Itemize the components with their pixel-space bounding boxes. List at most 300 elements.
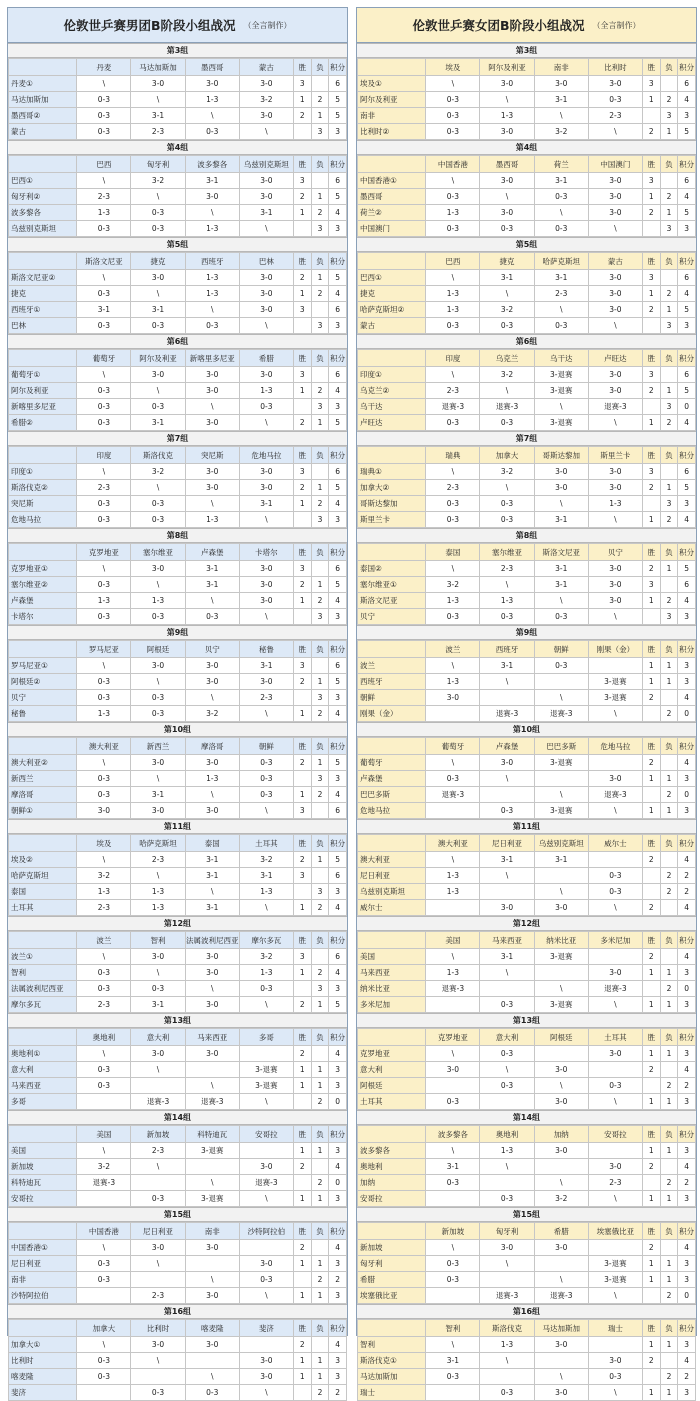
wins-cell: 1: [642, 1191, 660, 1207]
points-header: 积分: [329, 1223, 347, 1240]
group-table: [8, 543, 347, 625]
points-header: 积分: [678, 1320, 696, 1337]
team-row: [358, 577, 696, 593]
team-name: 智利: [9, 965, 77, 981]
score-cell: \: [77, 561, 131, 577]
score-cell: 3-1: [185, 173, 239, 189]
group-title: 第11组: [8, 819, 347, 834]
score-cell: 0-3: [239, 771, 293, 787]
points-header: 积分: [329, 447, 347, 464]
team-name: 希腊: [358, 1272, 426, 1288]
score-cell: [131, 1369, 185, 1385]
group-header-row: [9, 350, 347, 367]
points-cell: 3: [678, 1256, 696, 1272]
score-cell: 3-1: [77, 302, 131, 318]
score-cell: \: [131, 577, 185, 593]
score-cell: \: [185, 108, 239, 124]
losses-cell: [311, 367, 329, 383]
score-cell: \: [239, 221, 293, 237]
points-cell: 6: [678, 173, 696, 189]
score-cell: \: [426, 852, 480, 868]
score-cell: \: [131, 383, 185, 399]
wins-header: 胜: [642, 1126, 660, 1143]
points-cell: 5: [329, 755, 347, 771]
losses-cell: 2: [311, 496, 329, 512]
score-cell: 0-3: [77, 981, 131, 997]
group-title: 第10组: [8, 722, 347, 737]
losses-header: 负: [311, 350, 329, 367]
score-cell: \: [185, 593, 239, 609]
score-cell: 3-退赛: [588, 690, 642, 706]
wins-cell: [642, 1288, 660, 1304]
score-cell: 0-3: [426, 609, 480, 625]
opponent-header: 蒙古: [588, 253, 642, 270]
losses-cell: 1: [311, 1369, 329, 1385]
score-cell: \: [77, 755, 131, 771]
score-cell: 退赛-3: [426, 399, 480, 415]
score-cell: \: [534, 787, 588, 803]
team-name: 斯洛伐克②: [9, 480, 77, 496]
opponent-header: 多哥: [239, 1029, 293, 1046]
score-cell: [131, 1175, 185, 1191]
team-name: 比利时: [9, 1353, 77, 1369]
wins-cell: 2: [642, 1240, 660, 1256]
score-cell: [480, 1094, 534, 1110]
score-cell: 3-0: [185, 464, 239, 480]
group-table: [8, 1222, 347, 1304]
team-row: [9, 868, 347, 884]
points-cell: 4: [678, 189, 696, 205]
score-cell: 3-退赛: [239, 1078, 293, 1094]
corner-cell: [358, 932, 426, 949]
score-cell: 3-0: [239, 367, 293, 383]
score-cell: \: [588, 415, 642, 431]
group-table: [8, 446, 347, 528]
points-cell: 3: [329, 318, 347, 334]
group-header-row: [358, 59, 696, 76]
opponent-header: 哥斯达黎加: [534, 447, 588, 464]
women-panel-header: [357, 8, 696, 43]
score-cell: 3-1: [480, 949, 534, 965]
wins-cell: 2: [642, 949, 660, 965]
score-cell: \: [588, 803, 642, 819]
points-cell: 3: [329, 1256, 347, 1272]
opponent-header: 乌兹别克斯坦: [239, 156, 293, 173]
score-cell: \: [588, 609, 642, 625]
wins-cell: [642, 221, 660, 237]
team-name: 巴巴多斯: [358, 787, 426, 803]
score-cell: 0-3: [480, 997, 534, 1013]
team-name: 印度①: [358, 367, 426, 383]
losses-cell: 1: [660, 1046, 678, 1062]
corner-cell: [9, 59, 77, 76]
score-cell: 0-3: [426, 92, 480, 108]
score-cell: 0-3: [77, 383, 131, 399]
score-cell: 3-1: [239, 658, 293, 674]
wins-header: 胜: [293, 253, 311, 270]
losses-cell: 2: [311, 1094, 329, 1110]
score-cell: 1-3: [426, 302, 480, 318]
score-cell: 退赛-3: [185, 1094, 239, 1110]
points-cell: 3: [678, 803, 696, 819]
corner-cell: [9, 447, 77, 464]
points-cell: 3: [678, 1143, 696, 1159]
team-row: [358, 771, 696, 787]
wins-cell: 2: [293, 755, 311, 771]
score-cell: 3-0: [239, 1353, 293, 1369]
team-row: [9, 755, 347, 771]
team-name: 巴西①: [358, 270, 426, 286]
score-cell: [480, 1272, 534, 1288]
corner-cell: [9, 156, 77, 173]
wins-cell: 1: [642, 92, 660, 108]
group-title: 第4组: [357, 140, 696, 155]
opponent-header: 斯洛文尼亚: [77, 253, 131, 270]
team-row: [358, 270, 696, 286]
opponent-header: 斯洛文尼亚: [534, 544, 588, 561]
score-cell: 0-3: [426, 1175, 480, 1191]
opponent-header: 安哥拉: [239, 1126, 293, 1143]
team-row: [9, 561, 347, 577]
group-title: 第8组: [357, 528, 696, 543]
team-name: 葡萄牙: [358, 755, 426, 771]
score-cell: \: [480, 286, 534, 302]
wins-cell: 2: [293, 270, 311, 286]
opponent-header: 波兰: [426, 641, 480, 658]
team-row: [358, 981, 696, 997]
score-cell: 3-0: [185, 1046, 239, 1062]
score-cell: \: [534, 981, 588, 997]
opponent-header: 刚果（金）: [588, 641, 642, 658]
corner-cell: [358, 738, 426, 755]
score-cell: 3-0: [185, 480, 239, 496]
score-cell: 0-3: [77, 690, 131, 706]
group-table: [8, 931, 347, 1013]
wins-header: 胜: [293, 544, 311, 561]
team-name: 加纳: [358, 1175, 426, 1191]
score-cell: \: [426, 949, 480, 965]
score-cell: 0-3: [534, 189, 588, 205]
score-cell: 3-2: [77, 868, 131, 884]
losses-cell: 1: [311, 997, 329, 1013]
score-cell: \: [534, 108, 588, 124]
score-cell: 3-2: [480, 302, 534, 318]
points-cell: 3: [678, 1094, 696, 1110]
score-cell: \: [131, 1062, 185, 1078]
score-cell: 3-0: [239, 1159, 293, 1175]
score-cell: [239, 1337, 293, 1353]
opponent-header: 波多黎各: [426, 1126, 480, 1143]
team-name: 斯洛伐克①: [358, 1353, 426, 1369]
score-cell: 3-退赛: [185, 1143, 239, 1159]
score-cell: 1-3: [131, 900, 185, 916]
wins-cell: 1: [293, 383, 311, 399]
team-name: 塞尔维亚②: [9, 577, 77, 593]
team-name: 纳米比亚: [358, 981, 426, 997]
score-cell: [588, 1240, 642, 1256]
opponent-header: 加拿大: [480, 447, 534, 464]
team-name: 贝宁: [358, 609, 426, 625]
wins-cell: 2: [293, 852, 311, 868]
points-cell: 5: [329, 480, 347, 496]
opponent-header: 印度: [77, 447, 131, 464]
points-header: 积分: [329, 1126, 347, 1143]
points-header: 积分: [678, 447, 696, 464]
corner-cell: [9, 253, 77, 270]
score-cell: \: [426, 270, 480, 286]
team-name: 奥地利①: [9, 1046, 77, 1062]
group-table: [8, 1125, 347, 1207]
score-cell: 0-3: [77, 399, 131, 415]
team-row: [9, 997, 347, 1013]
score-cell: \: [588, 1094, 642, 1110]
team-row: [358, 997, 696, 1013]
opponent-header: 波兰: [77, 932, 131, 949]
score-cell: 3-1: [131, 787, 185, 803]
corner-cell: [358, 1223, 426, 1240]
score-cell: [534, 965, 588, 981]
points-cell: 3: [329, 1062, 347, 1078]
losses-cell: 1: [660, 480, 678, 496]
team-name: 埃及①: [358, 76, 426, 92]
points-cell: 4: [329, 706, 347, 722]
points-cell: 5: [329, 189, 347, 205]
wins-cell: 2: [293, 415, 311, 431]
team-row: [358, 658, 696, 674]
opponent-header: 沙特阿拉伯: [239, 1223, 293, 1240]
score-cell: \: [480, 92, 534, 108]
score-cell: \: [534, 205, 588, 221]
wins-cell: 1: [642, 674, 660, 690]
team-name: 卢森堡: [9, 593, 77, 609]
score-cell: 3-0: [239, 108, 293, 124]
score-cell: 3-2: [480, 367, 534, 383]
score-cell: 1-3: [185, 771, 239, 787]
score-cell: \: [185, 1175, 239, 1191]
team-name: 马达加斯加: [358, 1369, 426, 1385]
group-header-row: [9, 544, 347, 561]
points-cell: 3: [329, 1143, 347, 1159]
wins-cell: 1: [293, 92, 311, 108]
team-name: 蒙古: [358, 318, 426, 334]
corner-cell: [358, 447, 426, 464]
losses-cell: 3: [311, 512, 329, 528]
points-cell: 3: [329, 512, 347, 528]
group-title: 第15组: [8, 1207, 347, 1222]
losses-cell: 3: [311, 221, 329, 237]
team-name: 巴西①: [9, 173, 77, 189]
score-cell: [534, 1353, 588, 1369]
team-row: [358, 318, 696, 334]
points-cell: 4: [678, 852, 696, 868]
group-table: [357, 1028, 696, 1110]
score-cell: 3-2: [131, 464, 185, 480]
team-row: [358, 1143, 696, 1159]
score-cell: 3-1: [185, 852, 239, 868]
score-cell: 1-3: [239, 884, 293, 900]
opponent-header: 西班牙: [480, 641, 534, 658]
losses-cell: 3: [660, 318, 678, 334]
score-cell: 0-3: [426, 318, 480, 334]
score-cell: \: [239, 706, 293, 722]
opponent-header: 斯洛伐克: [480, 1320, 534, 1337]
score-cell: 0-3: [426, 1094, 480, 1110]
score-cell: 0-3: [77, 1256, 131, 1272]
points-cell: 6: [678, 270, 696, 286]
opponent-header: 巴巴多斯: [534, 738, 588, 755]
score-cell: \: [426, 1240, 480, 1256]
group-table: [8, 834, 347, 916]
opponent-header: 加拿大: [77, 1320, 131, 1337]
opponent-header: 蒙古: [239, 59, 293, 76]
team-row: [358, 1240, 696, 1256]
opponent-header: 卢旺达: [588, 350, 642, 367]
score-cell: 0-3: [588, 1078, 642, 1094]
score-cell: 3-1: [239, 205, 293, 221]
wins-header: 胜: [642, 253, 660, 270]
corner-cell: [358, 1320, 426, 1337]
team-name: 加拿大②: [358, 480, 426, 496]
score-cell: 3-0: [588, 367, 642, 383]
score-cell: 0-3: [426, 1369, 480, 1385]
opponent-header: 乌干达: [534, 350, 588, 367]
losses-header: 负: [311, 641, 329, 658]
group-header-row: [9, 738, 347, 755]
score-cell: \: [426, 464, 480, 480]
losses-cell: [660, 690, 678, 706]
score-cell: 0-3: [480, 318, 534, 334]
team-row: [358, 884, 696, 900]
score-cell: 3-0: [480, 76, 534, 92]
score-cell: 退赛-3: [480, 1288, 534, 1304]
points-cell: 3: [329, 399, 347, 415]
team-row: [9, 1337, 347, 1353]
wins-cell: 2: [642, 480, 660, 496]
wins-cell: [293, 884, 311, 900]
group-title: 第7组: [357, 431, 696, 446]
opponent-header: 塞尔维亚: [131, 544, 185, 561]
wins-cell: [293, 1385, 311, 1401]
group-header-row: [358, 156, 696, 173]
points-cell: 4: [329, 1046, 347, 1062]
score-cell: 1-3: [131, 884, 185, 900]
opponent-header: 塞尔维亚: [480, 544, 534, 561]
score-cell: \: [131, 965, 185, 981]
score-cell: \: [239, 1191, 293, 1207]
points-cell: 4: [329, 787, 347, 803]
score-cell: 1-3: [185, 512, 239, 528]
opponent-header: 墨西哥: [480, 156, 534, 173]
team-row: [358, 173, 696, 189]
score-cell: 0-3: [588, 92, 642, 108]
losses-cell: 2: [660, 286, 678, 302]
points-cell: 5: [678, 302, 696, 318]
opponent-header: 捷克: [131, 253, 185, 270]
score-cell: 0-3: [77, 1369, 131, 1385]
team-name: 哈萨克斯坦②: [358, 302, 426, 318]
opponent-header: 比利时: [131, 1320, 185, 1337]
points-cell: 3: [329, 981, 347, 997]
opponent-header: 尼日利亚: [131, 1223, 185, 1240]
opponent-header: 斯洛伐克: [131, 447, 185, 464]
team-name: 阿尔及利亚: [358, 92, 426, 108]
corner-cell: [9, 835, 77, 852]
score-cell: 0-3: [426, 124, 480, 140]
opponent-header: 乌克兰: [480, 350, 534, 367]
score-cell: [588, 949, 642, 965]
losses-cell: 1: [311, 480, 329, 496]
losses-cell: 2: [660, 706, 678, 722]
group-header-row: [9, 59, 347, 76]
corner-cell: [358, 1029, 426, 1046]
wins-cell: 2: [642, 1353, 660, 1369]
score-cell: 0-3: [185, 124, 239, 140]
losses-cell: 1: [660, 124, 678, 140]
points-cell: 5: [329, 997, 347, 1013]
opponent-header: 比利时: [588, 59, 642, 76]
opponent-header: 新加坡: [131, 1126, 185, 1143]
opponent-header: 卢森堡: [480, 738, 534, 755]
team-row: [9, 464, 347, 480]
score-cell: 退赛-3: [588, 981, 642, 997]
wins-cell: 2: [642, 900, 660, 916]
group-title: 第6组: [8, 334, 347, 349]
score-cell: \: [480, 868, 534, 884]
team-name: 贝宁: [9, 690, 77, 706]
score-cell: 3-0: [131, 1046, 185, 1062]
score-cell: 3-1: [239, 868, 293, 884]
team-row: [358, 92, 696, 108]
score-cell: 0-3: [77, 577, 131, 593]
team-name: 安哥拉: [358, 1191, 426, 1207]
score-cell: 3-1: [131, 997, 185, 1013]
team-name: 斯洛文尼亚②: [9, 270, 77, 286]
wins-header: 胜: [642, 1029, 660, 1046]
score-cell: 3-2: [426, 577, 480, 593]
group-header-row: [358, 641, 696, 658]
score-cell: \: [77, 270, 131, 286]
group-table: [357, 155, 696, 237]
opponent-header: 法属波利尼西亚: [185, 932, 239, 949]
losses-cell: [311, 173, 329, 189]
opponent-header: 巴西: [426, 253, 480, 270]
score-cell: 3-0: [239, 173, 293, 189]
team-name: 巴林: [9, 318, 77, 334]
score-cell: [426, 803, 480, 819]
losses-cell: [311, 76, 329, 92]
opponent-header: 多米尼加: [588, 932, 642, 949]
points-cell: 4: [678, 1159, 696, 1175]
losses-cell: 1: [311, 1062, 329, 1078]
wins-header: 胜: [293, 1126, 311, 1143]
losses-cell: 2: [311, 205, 329, 221]
team-name: 危地马拉: [9, 512, 77, 528]
losses-cell: 1: [311, 1288, 329, 1304]
score-cell: 3-0: [239, 1369, 293, 1385]
points-cell: 3: [678, 658, 696, 674]
team-row: [9, 1078, 347, 1094]
score-cell: 3-1: [131, 302, 185, 318]
points-cell: 3: [678, 997, 696, 1013]
opponent-header: 斐济: [239, 1320, 293, 1337]
score-cell: 退赛-3: [77, 1175, 131, 1191]
score-cell: 3-2: [239, 92, 293, 108]
team-row: [358, 302, 696, 318]
score-cell: [480, 690, 534, 706]
opponent-header: 波多黎各: [185, 156, 239, 173]
opponent-header: 斯里兰卡: [588, 447, 642, 464]
team-row: [358, 1078, 696, 1094]
